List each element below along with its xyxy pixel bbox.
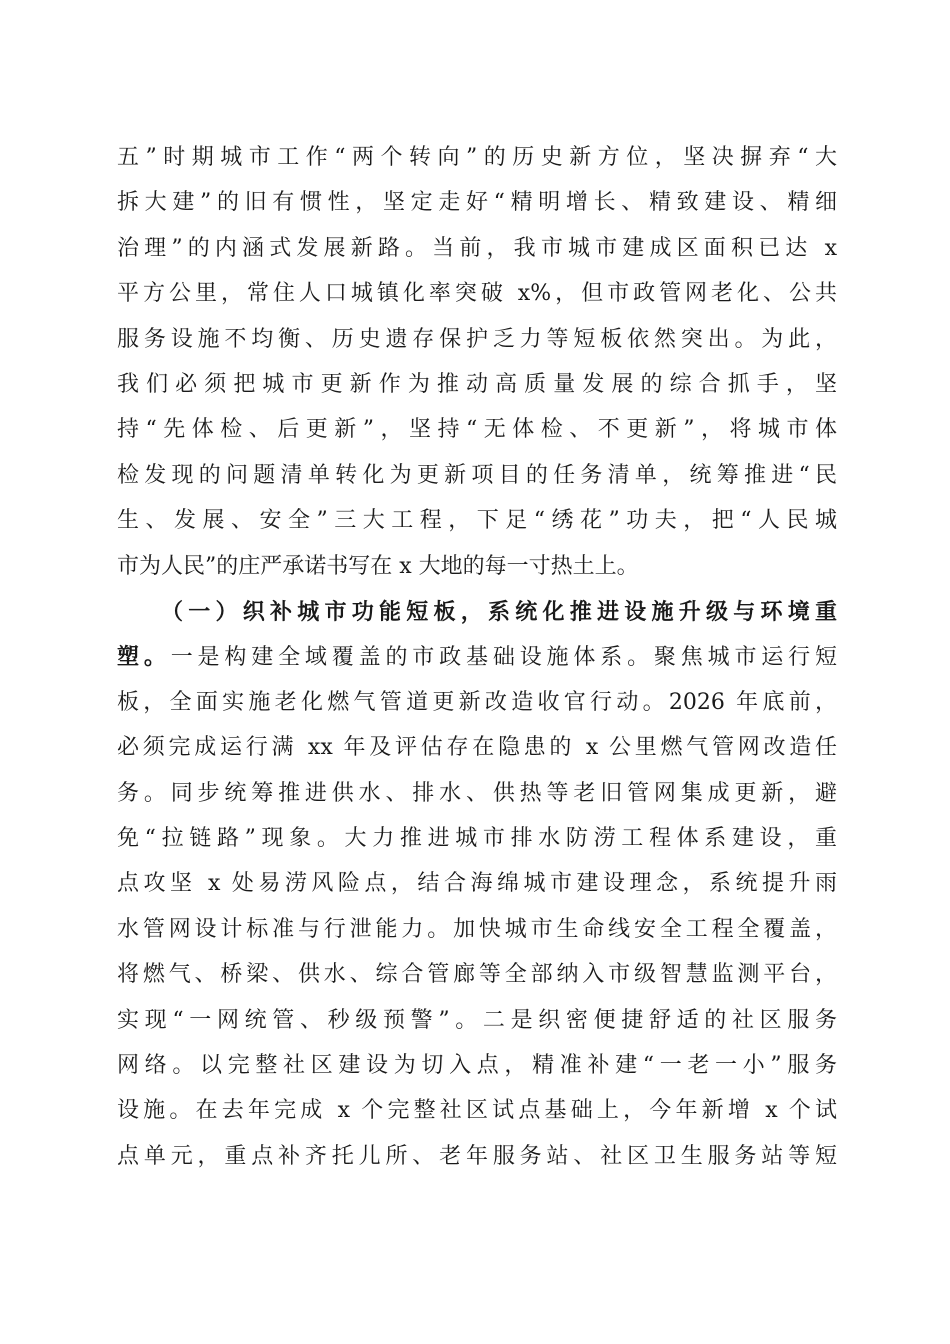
text-line: 检发现的问题清单转化为更新项目的任务清单，统筹推进“民 (117, 463, 837, 488)
text-line: 治理”的内涵式发展新路。当前，我市城市建成区面积已达 x (117, 236, 837, 261)
text-line: 网络。以完整社区建设为切入点，精准补建“一老一小”服务 (117, 1053, 837, 1078)
text-line: 五”时期城市工作“两个转向”的历史新方位，坚决摒弃“大 (117, 145, 837, 170)
section-heading: （一）织补城市功能短板，系统化推进设施升级与环境重 (161, 599, 837, 625)
text-line: 必须完成运行满 xx 年及评估存在隐患的 x 公里燃气管网改造任 (117, 735, 837, 760)
text-line (117, 636, 837, 678)
text-line: 平方公里，常住人口城镇化率突破 x%，但市政管网老化、公共 (117, 281, 837, 306)
text-line: 市为人民”的庄严承诺书写在 x 大地的每一寸热土上。 (117, 554, 639, 579)
text-line: 点攻坚 x 处易涝风险点，结合海绵城市建设理念，系统提升雨 (117, 871, 837, 896)
text-line: 持“先体检、后更新”，坚持“无体检、不更新”，将城市体 (117, 417, 837, 442)
text-line: 务。同步统筹推进供水、排水、供热等老旧管网集成更新，避 (117, 781, 837, 806)
text-line: 板，全面实施老化燃气管道更新改造收官行动。2026 年底前， (117, 690, 837, 715)
text-run: 一是构建全域覆盖的市政基础设施体系。聚焦城市运行短 (170, 645, 837, 670)
text-line: 将燃气、桥梁、供水、综合管廊等全部纳入市级智慧监测平台， (117, 962, 837, 987)
text-line: 服务设施不均衡、历史遗存保护乏力等短板依然突出。为此， (117, 327, 837, 352)
text-line: 点单元，重点补齐托儿所、老年服务站、社区卫生服务站等短 (117, 1144, 837, 1169)
text-line: 水管网设计标准与行泄能力。加快城市生命线安全工程全覆盖， (117, 917, 837, 942)
text-line: 实现“一网统管、秒级预警”。二是织密便捷舒适的社区服务 (117, 1008, 837, 1033)
section-heading-end: 塑。 (117, 644, 171, 670)
text-line: 我们必须把城市更新作为推动高质量发展的综合抓手，坚 (117, 372, 837, 397)
text-line: 设施。在去年完成 x 个完整社区试点基础上，今年新增 x 个试 (117, 1098, 837, 1123)
text-line: 拆大建”的旧有惯性，坚定走好“精明增长、精致建设、精细 (117, 190, 837, 215)
text-line: 免“拉链路”现象。大力推进城市排水防涝工程体系建设，重 (117, 826, 837, 851)
text-line: 生、发展、安全”三大工程，下足“绣花”功夫，把“人民城 (117, 508, 837, 533)
